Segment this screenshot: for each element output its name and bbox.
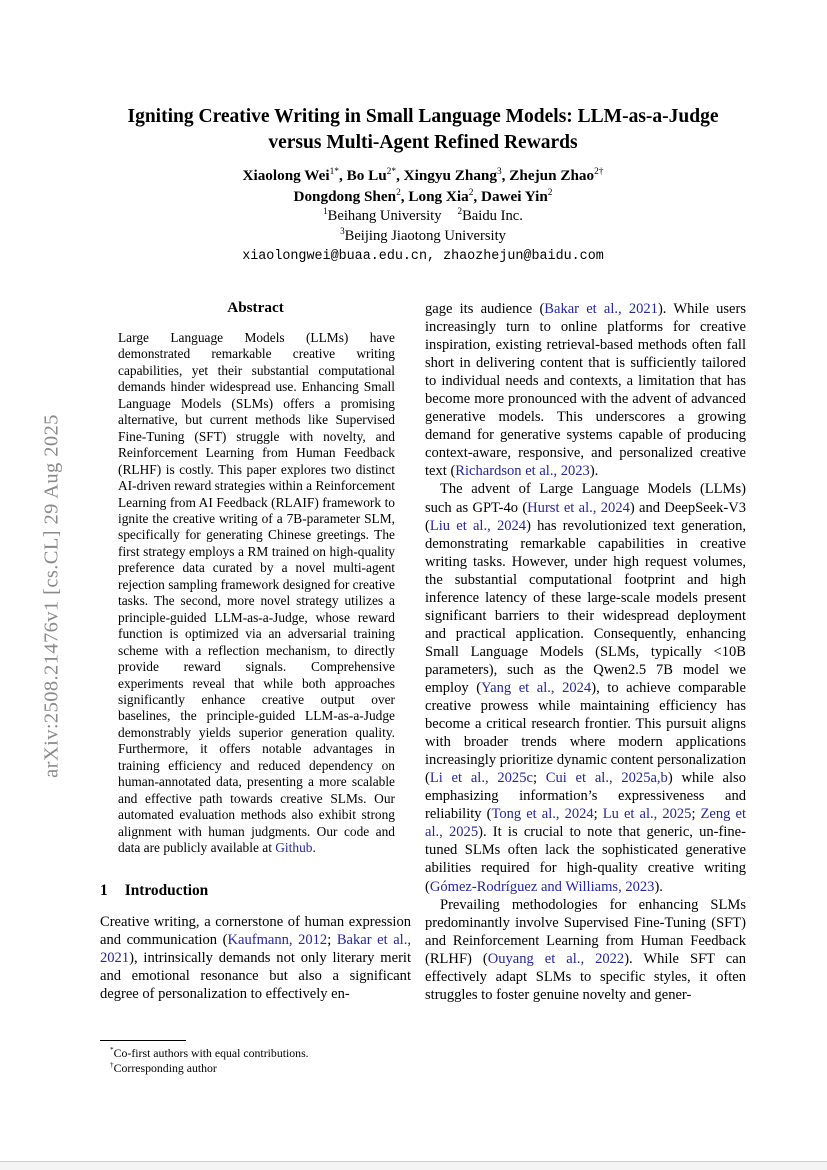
citation-link[interactable]: Zeng et al., 2025 xyxy=(425,806,746,841)
affiliation: $^3$Beijing Jiaotong University xyxy=(340,225,506,244)
citation-link[interactable]: Liu et al., 2024 xyxy=(429,517,527,534)
author-superscript: 3 xyxy=(496,166,502,177)
affiliation-superscript: 1 xyxy=(323,206,328,217)
author-name: Bo Lu xyxy=(346,167,387,184)
right-column xyxy=(425,300,746,1004)
footnote-block xyxy=(100,1040,411,1075)
citation-link[interactable]: Gómez-Rodríguez and Williams, 2023 xyxy=(429,878,655,895)
left-column xyxy=(100,299,411,1003)
citation-link[interactable]: Bakar et al., 2021 xyxy=(100,931,412,966)
arxiv-watermark: arXiv:2508.21476v1 [cs.CL] 29 Aug 2025 xyxy=(40,414,63,778)
citation-link[interactable]: Yang et al., 2024 xyxy=(481,679,592,696)
author-name: Zhejun Zhao xyxy=(509,167,595,184)
citation-link[interactable]: Kaufmann, 2012 xyxy=(227,931,328,948)
author-superscript: 2† xyxy=(594,166,604,177)
citation-link[interactable]: Ouyang et al., 2022 xyxy=(487,950,625,967)
affiliation-line-1 xyxy=(73,207,773,227)
author-superscript: 2 xyxy=(468,187,474,198)
affiliation-superscript: 2 xyxy=(457,206,463,217)
author-name: Dongdong Shen xyxy=(293,187,397,205)
footnote-corresponding xyxy=(100,1061,411,1076)
author-superscript: 1* xyxy=(329,166,339,177)
paper-title: Igniting Creative Writing in Small Language Models: LLM-as-a-Judge versus Multi-Agent Refined Rewards xyxy=(127,106,719,153)
author-superscript: 2 xyxy=(547,187,553,198)
affiliation: $^2$Baidu Inc. xyxy=(457,206,523,224)
intro-paragraph-1-continued: gage its audience (Bakar et al., 2021). While users increasingly turn to online platforms for creative inspiration, existing retrieval-based methods often fall short in delivering content that is sufficiently tailored to individual needs and contexts, a limitation that has become more pronounced with the advent of advanced generative models. This underscores a growing demand for generative systems capable of producing context-aware, responsive, and personalized creative text (Richardson et al., 2023). xyxy=(425,301,746,480)
author-name: Dawei Yin xyxy=(481,187,548,205)
citation-link[interactable]: Hurst et al., 2024 xyxy=(527,499,630,516)
authors-block xyxy=(73,166,773,267)
author-superscript: 2* xyxy=(386,166,397,177)
affiliation-line-2 xyxy=(73,227,773,247)
intro-paragraph-2: The advent of Large Language Models (LLMs) such as GPT-4o (Hurst et al., 2024) and DeepSeek-V3 (Liu et al., 2024) has revolutionized text generation, demonstrating remarkable capabilities in creative writing tasks. However, under high request volumes, the substantial computational footprint and high inference latency of these large-scale models present significant barriers to their widespread deployment and practical application. Consequently, enhancing Small Language Models (SLMs, typically <10B parameters), such as the Qwen2.5 7B model we employ (Yang et al., 2024), to achieve comparable creative prowess while maintaining efficiency has become a critical research frontier. This pursuit aligns with broader trends where modern applications increasingly prioritize dynamic content personalization (Li et al., 2025c; Cui et al., 2025a,b) while also emphasizing information’s expressiveness and reliability (Tong et al., 2024; Lu et al., 2025; Zeng et al., 2025). It is crucial to note that generic, un-fine-tuned SLMs often lack the sophisticated generative abilities required for high-quality creative writing (Gómez-Rodríguez and Williams, 2023). xyxy=(425,481,747,895)
author-emails: xiaolongwei@buaa.edu.cn, zhaozhejun@baidu.com xyxy=(242,249,604,264)
footnote-text: Corresponding author xyxy=(113,1060,217,1075)
author-line-1: Xiaolong Wei$^{1*}$, Bo $Lu^{2*}$, Xingyu Zhang$^3$, Zhejun Zhao$^{2\dagger}$ xyxy=(242,166,604,184)
section-title: Introduction xyxy=(124,881,209,899)
footnote-marker-asterisk: * xyxy=(110,1045,114,1055)
author-superscript: 2 xyxy=(396,187,401,198)
citation-link[interactable]: Bakar et al., 2021 xyxy=(544,301,658,317)
author-name: Xiaolong Wei xyxy=(242,167,330,184)
citation-link[interactable]: Li et al., 2025c xyxy=(429,770,533,787)
footnote-text: Co-first authors with equal contributions. xyxy=(113,1046,309,1060)
footnote-cofirst xyxy=(100,1046,411,1061)
citation-link[interactable]: Lu et al., 2025 xyxy=(602,806,692,823)
footnote-marker-dagger: † xyxy=(110,1059,114,1069)
abstract-heading: Abstract xyxy=(227,299,284,316)
citation-link[interactable]: Tong et al., 2024 xyxy=(491,806,594,823)
section-number: 1 xyxy=(100,881,108,899)
page-bottom-edge xyxy=(0,1161,827,1170)
citation-link[interactable]: Cui et al., 2025a,b xyxy=(545,770,668,787)
citation-link[interactable]: Richardson et al., 2023 xyxy=(455,463,590,480)
affiliation-superscript: 3 xyxy=(340,225,345,236)
author-line-2: Dongdong Shen$^2$, Long Xia$^2$, Dawei Yin$^2$ xyxy=(293,187,553,205)
section-heading-introduction xyxy=(100,882,411,900)
footnote-rule xyxy=(100,1040,186,1041)
author-name: Long Xia xyxy=(408,187,469,205)
author-name: Xingyu Zhang xyxy=(403,167,497,184)
github-link[interactable]: Github xyxy=(275,840,313,856)
affiliation: $^1$Beihang University xyxy=(323,206,442,224)
intro-paragraph-3: Prevailing methodologies for enhancing SLMs predominantly involve Supervised Fine-Tuning (SFT) and Reinforcement Learning from Human Feedback (RLHF) (Ouyang et al., 2022). While SFT can effectively adapt SLMs to specific styles, it often struggles to foster genuine novelty and gener- xyxy=(425,896,746,1003)
intro-paragraph-1: Creative writing, a cornerstone of human expression and communication (Kaufmann, 2012; Bakar et al., 2021), intrinsically demands not only literary merit and emotional resonance but also a significant degree of personalization to effectively en- xyxy=(100,913,412,1002)
abstract-text: Large Language Models (LLMs) have demonstrated remarkable creative writing capabilities, yet their substantial computational demands hinder widespread use. Enhancing Small Language Models (SLMs) offers a promising alternative, but current methods like Supervised Fine-Tuning (SFT) struggle with novelty, and Reinforcement Learning from Human Feedback (RLHF) is costly. This paper explores two distinct AI-driven reward strategies within a Reinforcement Learning from AI Feedback (RLAIF) framework to ignite the creative writing of a 7B-parameter SLM, specifically for generating Chinese greetings. The first strategy employs a RM trained on high-quality preference data curated by a novel multi-agent rejection sampling framework designed for creative tasks. The second, more novel strategy utilizes a principle-guided LLM-as-a-Judge, whose reward function is optimized via an adversarial training scheme with a reflection mechanism, to directly provide reward signals. Comprehensive experiments reveal that while both approaches significantly enhance creative output over baselines, the principle-guided LLM-as-a-Judge demonstrably yields superior generation quality. Furthermore, it offers notable advantages in training efficiency and reduced dependency on human-annotated data, presenting a more scalable and effective path towards creative SLMs. Our automated evaluation methods also exhibit strong alignment with human judgments. Our code and data are publicly available at Github. xyxy=(118,330,396,856)
